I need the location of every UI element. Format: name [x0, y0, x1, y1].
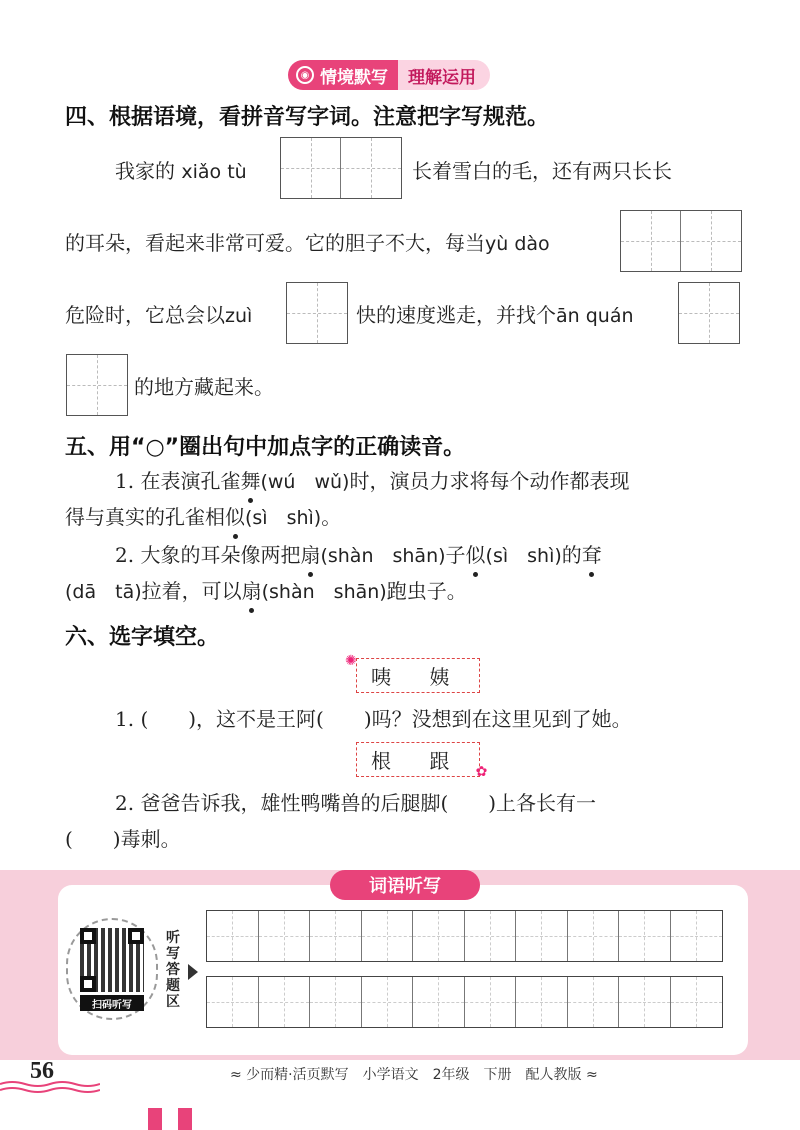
badge-right-label: 理解运用 [398, 60, 490, 90]
answer-area-label: 听写答题区 [166, 930, 180, 1010]
s6-q1: 1. ( )，这不是王阿( )吗？没想到在这里见到了她。 [115, 707, 632, 731]
qr-corner [80, 928, 96, 944]
s4-line1-pre: 我家的 xiǎo tù [115, 159, 247, 183]
dictation-row-1[interactable] [206, 910, 723, 962]
answer-grid-anquan-2[interactable] [66, 354, 128, 416]
s5-q2a: 2. 大象的耳朵像两把扇(shàn shān)子似(sì shì)的耷 [115, 540, 602, 571]
s5-q2b: (dā tā)拉着，可以扇(shàn shān)跑虫子。 [65, 576, 467, 607]
s4-line1-post: 长着雪白的毛，还有两只长长 [412, 159, 672, 183]
s6-q2a: 2. 爸爸告诉我，雄性鸭嘴兽的后腿脚( )上各长有一 [115, 791, 597, 815]
dictation-cell[interactable] [568, 977, 620, 1027]
footer-text: ≈ 少而精·活页默写 小学语文 2年级 下册 配人教版 ≈ [230, 1067, 598, 1083]
dictation-cell[interactable] [619, 911, 671, 961]
dotted-char: 似 [466, 540, 486, 570]
dictation-cell[interactable] [310, 911, 362, 961]
s6-q2b: ( )毒刺。 [65, 827, 181, 851]
grid-cell[interactable] [341, 138, 401, 198]
dictation-cell[interactable] [207, 911, 259, 961]
dictation-title: 词语听写 [330, 870, 480, 900]
dictation-cell[interactable] [310, 977, 362, 1027]
grid-cell[interactable] [287, 283, 347, 343]
s4-line4: 的地方藏起来。 [134, 375, 274, 399]
dotted-char: 扇 [300, 540, 320, 570]
answer-grid-xiaotu[interactable] [280, 137, 402, 199]
dictation-cell[interactable] [413, 911, 465, 961]
pinyin-zui: zuì [225, 305, 253, 327]
sun-icon: ✺ [345, 653, 357, 669]
pinyin-choice[interactable]: (dā tā) [65, 581, 142, 603]
section5-title: 五、用“○”圈出句中加点字的正确读音。 [65, 435, 466, 460]
answer-grid-yudao[interactable] [620, 210, 742, 272]
choice-box-1: ✺ 咦 姨 [356, 658, 480, 693]
s5-q1a: 1. 在表演孔雀舞(wú wǔ)时，演员力求将每个动作都表现 [115, 466, 629, 497]
page-number: 56 [30, 1058, 54, 1084]
answer-grid-zui[interactable] [286, 282, 348, 344]
dictation-cell[interactable] [671, 911, 723, 961]
section6-title: 六、选字填空。 [65, 625, 220, 650]
s4-line3-post: 快的速度逃走，并找个ān quán [356, 303, 634, 327]
badge-left [288, 60, 398, 90]
page-tab [148, 1108, 162, 1130]
dotted-char: 舞 [240, 466, 260, 496]
section4-title: 四、根据语境，看拼音写字词。注意把字写规范。 [65, 105, 550, 130]
dictation-cell[interactable] [259, 911, 311, 961]
qr-label: 扫码听写 [80, 995, 144, 1011]
grid-cell[interactable] [67, 355, 127, 415]
pinyin-anquan: ān quán [556, 305, 634, 327]
dictation-cell[interactable] [207, 977, 259, 1027]
dotted-char: 扇 [242, 576, 262, 606]
pinyin-yudao: yù dào [485, 233, 550, 255]
s4-line3-pre: 危险时，它总会以zuì [65, 303, 253, 327]
grid-cell[interactable] [281, 138, 341, 198]
grid-cell[interactable] [621, 211, 681, 271]
dictation-cell[interactable] [465, 911, 517, 961]
grid-cell[interactable] [679, 283, 739, 343]
badge-left-label: 情境默写 [320, 67, 388, 88]
dictation-cell[interactable] [671, 977, 723, 1027]
section-badge [288, 60, 490, 90]
dictation-cell[interactable] [516, 911, 568, 961]
dotted-char: 似 [225, 502, 245, 532]
s5-q1b: 得与真实的孔雀相似(sì shì)。 [65, 502, 341, 533]
s4-line2: 的耳朵，看起来非常可爱。它的胆子不大，每当yù dào [65, 231, 550, 255]
dictation-cell[interactable] [362, 977, 414, 1027]
grid-cell[interactable] [681, 211, 741, 271]
pinyin-choice[interactable]: (sì shì) [485, 545, 562, 567]
dictation-cell[interactable] [516, 977, 568, 1027]
pinyin-xiaotu: xiǎo tù [181, 161, 247, 183]
dictation-cell[interactable] [619, 977, 671, 1027]
qr-corner [80, 976, 96, 992]
dictation-cell[interactable] [362, 911, 414, 961]
pinyin-choice[interactable]: (sì shì) [245, 507, 322, 529]
dictation-cell[interactable] [413, 977, 465, 1027]
dictation-cell[interactable] [465, 977, 517, 1027]
wave-decoration [0, 1080, 100, 1094]
dictation-cell[interactable] [259, 977, 311, 1027]
pinyin-choice[interactable]: (shàn shān) [320, 545, 446, 567]
answer-grid-anquan-1[interactable] [678, 282, 740, 344]
pinyin-choice[interactable]: (wú wǔ) [260, 471, 350, 493]
pinyin-choice[interactable]: (shàn shān) [261, 581, 387, 603]
arrow-right-icon [188, 964, 198, 980]
flower-icon: ✿ [475, 764, 488, 780]
ear-icon: ◉ [296, 66, 314, 84]
dictation-cell[interactable] [568, 911, 620, 961]
dotted-char: 耷 [582, 540, 602, 570]
page-tab [178, 1108, 192, 1130]
qr-corner [128, 928, 144, 944]
dictation-row-2[interactable] [206, 976, 723, 1028]
choice-box-2: 根 跟 ✿ [356, 742, 480, 777]
